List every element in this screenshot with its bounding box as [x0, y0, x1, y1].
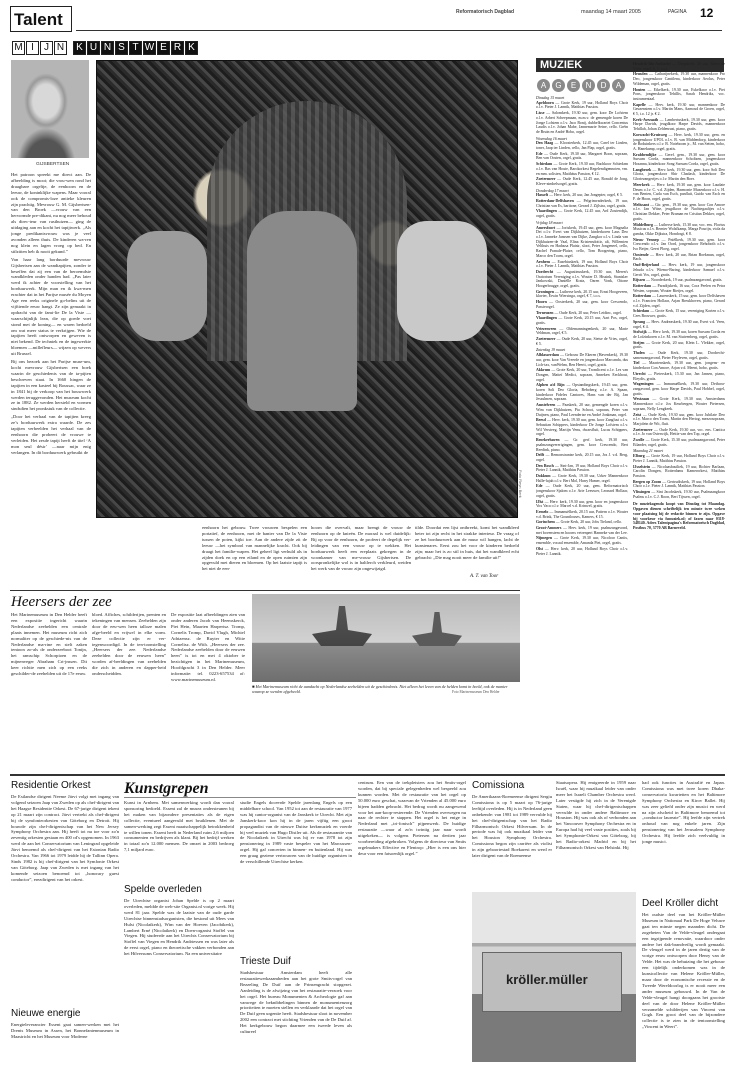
agenda-item: Rotterdam — Paradijskerk, 16 uur, Cora Peelen en Petra Westen, sopraan, Wouter Rietjes, orgel.: [633, 283, 725, 293]
tapestry-lady: [247, 211, 357, 411]
agenda-item: Bergen op Zoom — Gertrudiskerk, 19 uur, Holland Boys Choir o.l.v. Pieter J. Lannik, Matthias Passion.: [633, 479, 725, 489]
kunstgrepen-title: Kunstgrepen: [124, 780, 209, 797]
agenda-item: Delft — Remonstrantse kerk, 20.15 uur, Jos J. v.d. Berg, orgel.: [536, 453, 628, 462]
agenda-item: Oud-Beijerland — Herv. kerk, 19 uur, jongenskoor Jehuda o.l.v. Wiemo-Baring, kinderkoor Samuel o.l.v. Gerrit Vos, orgel, gratis.: [633, 263, 725, 277]
article-body: Het oudste deel van het Kröller-Müller Museum in Nationaal Park De Hoge Veluwe gaat ten minste negen maanden dicht. De zogeheten Van de Velde-vleugel ondergaat een ingrijpende renovatie, waardoor onder andere het dak-brandveilig wordt gemaakt. De vleugel werd in de jaren dertig van de vorige eeuw ontworpen door Henry van de Velde. Het was de behuizing die het gebouw een tijdelijk onderkomen was in de kunstcollectie van Helene Kröller-Müller, maar door de economische recessie en de Tweede Wereldoorlog is er nooit meer een ander museum gebouwd. In de Van de Velde-vleugel hangt doorgaans het grootste deel van de door Helene Kröller-Müller verzamelde schilderijen van Vincent van Gogh. Een groot deel van de bijzondere collectie is te zien in de tentoonstelling „Vincent in Weert”.: [642, 912, 725, 1030]
agenda-item: Kerk-Avezaath — Lambertuskerk, 19.30 uur, gem. koor Harpe Davids, jeugdkoor Harpe Davids, mannenkoor Tehillah, Johan Zeldenrust, piano, gratis.: [633, 117, 725, 132]
nieuwe-energie-body: [11, 1022, 119, 1064]
kunstgrepen-col5: [358, 780, 466, 1064]
article-body: bloed. Affiches, schilderijen, prenten en tekeningen van mensen. Zeehelden zijn door de eeu-wen heen talloze malen afge-beeld en vrijwel in elke vorm. Deze collectie zijn er ver-tegenwoordigd. In de ten-toonstelling „Heersers der zee. Nederlandse zeehelden door de eeuwen heen” worden af-beeldingen van zeehelden die zich in anderen en dapper-heid onderscheidden.: [92, 612, 166, 677]
article-body: „Door het verhaal van de tapijten kreeg ze’s borduurwerk extra waarde. De zes tapijten verbeelden het verhaal van de eenhoorn die probeert de vrouwe te verleiden. Het zesde tapijt heeft de titel ‘A mon seul désir’ —naar mijn enig verlangen. In dit borduurwerk gebruikt de: [11, 414, 91, 455]
agenda-item: Den Bosch — Sint-Jan, 19 uur, Holland Boys Choir o.l.v. Pieter J. Lannik, Matthias Passion.: [536, 463, 628, 473]
agenda-item: Arnhem — Eusebiuskerk, 19 uur, Holland Boys Choir o.l.v. Pieter J. Lannik, Matthias Passion.: [536, 259, 628, 269]
tapestry-photo: [96, 60, 518, 518]
kroller-body: [642, 912, 725, 1064]
agenda-item: Melissant — Gtr. gem., 19.30 uur, gem. koor Con Amore o.l.v. Jan Witse, jeugdkoor de Nachtegaaltjes o.l.v. Christian Dekker, Peter Braman en Cristian Dekker, orgel, gratis.: [633, 202, 725, 221]
photo-credit: Foto Reyn Berk: [518, 470, 523, 498]
agenda-item: Stolwijk — Herv. kerk, 19.30 uur, koren Sursum Corda en de Lofzinkoren o.l.v. M. van Stuivenberg, orgel, gratis.: [633, 330, 725, 339]
agenda-item: Westzaan — Grote Kerk, 19.30 uur, Amsterdams Mannenkoor o.l.v. Jos Keurbergen, Wouter Pietersen, sopraan, Nelly Lengkeek.: [633, 397, 725, 411]
agenda-item: Vlissingen — Sint Jacobskerk, 19.30 uur, Psalmzangkoor Psalms o.l.v. C.J. Roon, Bert Tijssen, orgel.: [633, 490, 725, 499]
article-body: Bij ons bezoek aan het Parijse muse-um, kocht mevrouw Gijsbertsen een boek waarin de geschiedenis van de ta-pijten beschreven staat. In 1660 hingen de tapijten in een kasteel bij Boussac, waar ze in 1841 bij de verkoop van het bouwwerk werden teruggevonden. Het museum kocht ze in 1882. Ze werden hersteld en vormen sindsdien het pronkstuk van de collectie.: [11, 359, 91, 412]
agenda-item: Ede — Oude Kerk, 19.30 uur, Margaret Boon, sopraan, Ben van Oosten, orgel, gratis.: [536, 151, 628, 161]
agenda-letter: A: [612, 79, 625, 92]
agenda-day: Dinsdag 15 maart: [536, 96, 565, 100]
page-number: 12: [700, 6, 714, 20]
ships-caption-text: Het Marinemuseum richt de aandacht op Nederlandse zeehelden uit de geschiedenis. Niet alleen het leven van de helden komt in beeld, ook de manier waarop ze werden afgebeeld.: [252, 684, 508, 695]
spelde-title: Spelde overleden: [124, 884, 202, 895]
title-letter: W: [144, 42, 155, 53]
agenda-item: Akkrum — Grote Kerk, 20 uur, Tromlicent o.l.v. Les van Dongen, Matteï Medici, sopraan, Anneken Eeckhout, orgel.: [536, 368, 628, 382]
kunstgrepen-col1: [124, 800, 234, 882]
article-body: centrum. Een van de trekpleisters zou het Smits-orgel worden, dat bij speciale gelegenheden wel bespeeld zou kunnen worden. Met de restauratie van het orgel op 50.000 euro geschat, waarvan de Vrienden al 45.000 euro bijeen hadden gebracht. Het bedrag wordt nu aangewend voor het aan-koop-resterende. De Vrienden overwegen nu naar de rechter te stappen. Het orgel is het enige in Nederland met „tri-fonisch” pijpenwerk. De huidige restauratie —waar al zo'n twintig jaar naar wordt uitgekeken— is volgens Pietersen na dertien jaar voorbereiding afgebroken. Volgens de directeur van Smits orgelmakers Effective en Flentrop: „Hier is een ons hier deur voor een fatsoenlijk orgel.”: [358, 780, 466, 856]
ship-shape: [312, 606, 372, 646]
agenda-item: Terneuzen — Oude Kerk, 20 uur, Peter Leidinc, orgel.: [536, 310, 622, 315]
agenda-letter: A: [537, 79, 550, 92]
bottom-rule: [10, 774, 725, 776]
article-signature: A. T. van Toor: [470, 574, 499, 579]
talent-logo-box: [10, 6, 72, 32]
kunstwerk-article-col5: [415, 525, 519, 575]
kunstwerk-article-col3: [202, 525, 307, 580]
agenda-item: Apeldoorn — Grote Kerk, 19 uur, Holland Boys Choir o.l.v. Pieter J. Lannik, Matthias Passion.: [536, 100, 628, 110]
page-date: maandag 14 maart 2005: [581, 9, 641, 15]
kroller-muller-photo: [472, 892, 636, 1062]
agenda-item: Zoetermeer — Oude Kerk, 19.30 uur, voc. ens. Cantica o.l.v. Jo van Osterwijk, Hettie van den Top, orgel.: [633, 427, 725, 437]
agenda-item: Hoorn — Oosterkerk, 20 uur, gem. koor Crescendo, Passieorgel.: [536, 300, 628, 309]
agenda-item: Alblasserdam — Gebouw De Ekeren (Havenkerk), 19.30 uur, gem. koor Van Vreerde en jongenskoor Marcanda, dus Lich-tax, vanWehm, Ben Heertt, orgel, gratis.: [536, 353, 628, 367]
agenda-item: Heusden — Catharijnekerk, 19.30 uur, mannenkoor Pro Deo, jongenskoor Cantilena, kinderkoor Aeolus, Peter Wildeman, orgel, gratis.: [633, 72, 725, 86]
kroller-sign: kröller.müller: [506, 972, 588, 987]
kroller-title: Deel Kröller dicht: [642, 898, 719, 909]
portrait-caption: GIJSBERTSEN: [36, 162, 70, 167]
agenda-item: Middelburg — Lutherse kerk, 15.30 uur, voc. ens. Flortus Musicus o.l.v. Bernier Wolsfkamp, Marga Pourijn, viola da gamba, Okke Dijkstra, Hondorgi, € 8.: [633, 222, 725, 236]
agenda-header: MUZIEK: [540, 59, 583, 71]
header-rule: [76, 30, 722, 31]
article-body: eenhoorn het gebouw. Twee vrouwen bespelen een portatief, de eenhoorn, met de banier van De la Viste tussen de poten, kijkt toe. Aan de andere zijde zit de leeuw —het symbool van mannelijke kracht. Ook bij draagt het familie-wapen. Het geheel ligt verhuld als in zijden doek en op een eiland en de open ruimten zijn opgevuld met dieren en bloemen. Op het laatste tapijt is het niet de een-: [202, 525, 307, 572]
paper-name: Reformatorisch Dagblad: [456, 9, 515, 15]
agenda-item: Rotterdam — Laurenskerk, 15 uur, gem. koor Delfshaven o.l.v. Francien Hollaar, Arjan Breukhoven, piano, Gerard v.d. Zijden, orgel.: [633, 294, 725, 308]
agenda-day: Vrijdag 18 maart: [536, 220, 563, 225]
agenda-item: Lisse — Salomkerk, 19.30 uur, gem. koor De Lofstem o.l.v. Arbert Scheepmaan, m.m.v. de gemengde koren De Jonge Lofstem o.l.v. Jaco Bonij, dubbelkwartet Concentus Laudis o.l.v. Johan Mabe, Jannemarie Seine, cello. Grétn de Bruin en André Hobo, orgel.: [536, 111, 628, 134]
agenda-item: Kapelle — Herv. kerk, 19.30 uur, mannenkoor De Geuzenstem o.l.v. Martin Mans, Aarnoud de Groen, orgel, € 5, t.o. 12 jr. € 2.: [633, 102, 725, 117]
section-rule: [10, 590, 520, 591]
agenda-day: Maandag 21 maart: [633, 449, 664, 454]
article-body: tilde. Doordat een lijst ontbreekt, komt het wandkleed beter tot zijn recht in het strakke interieur. De vraag of ze het borduurwerk aan de muur wil hangen, lacht de kunstenares. Eerst zou het voor de kinderen bedoeld zijn; maar het is zo stil in huis, dat het wandkleed echt gebracht: „Die mag nooit meer de familie uit!”: [415, 525, 519, 560]
agenda-item: Vlaardingen — Grote Kerk, 12.45 uur, Ard Zoutendijk, orgel, gratis.: [536, 209, 628, 219]
article-body: Stadsbestuur Amsterdam heeft alle restauratiewerkzaamheden aan het grote Smits-orgel van Bezzeling De Duif aan de Prinsengracht stopgezet. Aanleiding is de afwijzing van het restauratie-verzoek voor het orgel. Het bureau Monumenten & Archeologie gaf aan vanwege de beknibbelingen binnen de monumentenzorg prioriteiten te moeten stellen en verklaarde dat het orgel van De Duif geen urgentie heeft. Stadsbestuur sloot in november 2002 een contract met stichting Vrienden van de De Duif af. Het kerkgebouw begon daarmee een tweede leven als cultureel: [240, 970, 352, 1035]
agenda-item: Zoetermeer — Oude Kerk, 20 uur, Sietse de Vries, orgel, € 5.: [536, 337, 628, 346]
heersers-col3: [171, 612, 245, 682]
agenda-item: Rotterdam-Delfshaven — Pelgrimvaderkerk, 19 uur, Christian van Es, baritone, Gerard J. Zijlstra, orgel, gratis.: [536, 199, 628, 208]
agenda-item: Dordrecht — Augustinuskerk, 19.30 uur, Meren's Oratorium Vereniging o.l.v. Wouter D. Hissink, Stanislav Jankowski, Daniëlle Kratz, Oaren Vonk, Ottone Hoogerbrugge, orgel, gratis.: [536, 269, 628, 289]
heersers-col2: [92, 612, 166, 682]
heersers-col1: [11, 612, 87, 682]
residentie-title: Residentie Orkest: [11, 780, 91, 791]
agenda-letter: D: [597, 79, 610, 92]
article-body: De Estlandse dirigent Neeme Järvi volgt met ingang van volgend seizoen Jaap van Zweden op als chef-dirigent van het Haagse Residentie Orkest. De 67-jarige dirigent tekent op 21 maart zijn contract. Järvi vertrekt als chef-dirigent bij de symfonieorkesten van Göteborg en Detroit. Hij bouwde zijn chef-dirigentschap van het New Jersey Symphony Orchestra aan. Hij heeft tot nu toe voor zo'n zeventig orkesten gestaan en 400 cd's opgenomen. In 1963 werd de aan het Conservatorium van Leningrad opgeleide Järvi benoemd als chef-dirigent van het Estonian Radio Orchestra. Van 1966 tot 1979 leidde hij de Tallinn Opera. Sinds 1982 is hij chef-dirigent van het Symfonie Orkest van Göteborg. Jaap van Zweden is met ingang van het komende seizoen benoemd tot „honorary guest conductor”, erezdirigent van het orkest.: [11, 794, 119, 882]
kunstwerk-article-col1: [11, 172, 91, 572]
agenda-subtitle: [537, 75, 627, 93]
agenda-day: Woensdag 16 maart: [536, 136, 567, 141]
agenda-item: Hendrik-Ido-Ambacht — Dorpskerk, 20 uur, Sietse de Vries, orgel, €, 5, t.o.s.: [633, 62, 725, 71]
trieste-duif-body: [240, 970, 352, 1064]
spelde-body: [124, 898, 234, 1064]
agenda-item: Zeist — Oude Kerk, 19.30 uur, gem. koor Jubilate Deo o.l.v. Marco den Toom, Martin den Hertog, mezzosopraan, Marjolein de Wit, fluit.: [633, 412, 725, 426]
agenda-item: Schiedam — Grote Kerk, 19.30 uur, Bachkoor Schiedam o.l.v. Bas van Houte, Barokorkest Regelendigennoten, vm. en mm. solisten, Matthäus Passion, € 12.: [536, 162, 628, 176]
agenda-item: Tiel — Maartenskerk, 19.30 uur, gem. jongens- en kinderkoor Con Amore, Arjan v.d. Meent, hobo, gratis.: [633, 361, 725, 371]
title-letter: J: [40, 41, 53, 55]
agenda-item: Meerkerk — Herv. kerk, 19.30 uur, gem. koor Laudate Deum o.l.v. C. v.d. Zijden, Harmonie Muzenkoor o.l.v. H. van Benten, Carla van Esch, panfluit, Guido van Esch en F. de Hoon, orgel, gratis.: [633, 182, 725, 201]
agenda-item: Gorinchem — Grote Kerk, 20 uur, Jobs Tieland, cello.: [536, 520, 623, 525]
article-body: had ook functies in Australië en Japan. Comissiona was met twee koren Dhaka-conservatoria kwartetten en het Baltimore Symphony Orchestra en Kirov Ballet. Hij was zeer geliefd onder zijn musici en werd na zijn afscheid in Baltimore benoemd tot „conductor laureate”. Hij leefde zijn vertrek onhoud van nog enkele jaren. Zijn pensionering van het Jerusalem Symphony Orchestra. Hij leefde zich veelvuldig in jonge musici.: [642, 780, 725, 845]
agenda-item: Hasselt — Herv. kerk, 20 uur, Jan Jongepier, orgel, € 5.: [536, 193, 623, 198]
agenda-item: Nijmegen — Grote Kerk, 19.30 uur, Nicoloor Cantis, ensemble, vocaal ensemble, Amanda Piet, orgel, gratis.: [536, 536, 628, 546]
agenda-item: Zwolle — Grote Kerk, 15.30 uur, psalmzangavond, Peter Eilander, orgel, gratis.: [633, 438, 725, 447]
kunstwerk-article-col2: [98, 525, 198, 580]
ships-painting: [252, 594, 520, 682]
article-lead: Het patroon spreekt me direct aan. De afbeelding is mooi; die vrou-wen rond het draagbare orgeltje, de eenhoorn en de leeuw, de koninklijke wapens. Maar vooral ook de compromis-loze antieke kleuren zijn prachtig. Mevrouw G. M. Gijsbertsen-van den Broek —vrouw van een hervormde pre-dikant, nu nog meer behoud als direc-teur van rusthuizen— ging de uitdaging aan en kocht het tapijtwerk. „Als jonge predikantsvrouw was je veel avonden alleen thuis. De kinderen wa-ren nog klein en lagen vroeg op bed. En stilzitten heb ik nooit gekund.”: [11, 172, 91, 254]
agenda-item: Amersfoort — Joriskerk, 19.45 uur, gem. koor Magnalia Dei o.l.v. Evert van Dijkhuizen, kinderkoren Laus Deo o.l.v. Janneke Janssen van Dijke, Zangkor o.l.v. Linda van Dijkhuizen-de Vaal, Elina Kristensdottir, alt, Willemien Velthuis en Hadassa Plaisir, sloot, Peter Jongeneel, cello, Rachel Pranale-Plaize, cello, Tom Boogering, piano, Marco den Toom, orgel.: [536, 225, 628, 258]
article-body: studie Engels doceerde Spelde jarenlang Engels op een middelbare school. Van 1952 tot aan de restauratie van 1977 was hij cantor-organist van de Janskerk te Utrecht. Met zijn Janskerk-koor kon hij in de jaren vijftig een groot propagandist van de nieuwe Duitse kerkmuziek en voerde hij veel muziek van Hugo Distler uit. Als de restaurantie van de Nicolaikerk in Utrecht was hij er van 1978 tot zijn pensionering in 1989 vaste bespeler van het Marcussen-orgel. Hij gaf concerten in binnen- en buitenland. Hij was een graag geziene vertrouwen van de huidige organisten in de verschillende Utrechtse kerken.: [240, 800, 352, 865]
agenda-item: Nieuw Vennep — Pniëlkerk, 19.30 uur, gem. koor Crescendo o.l.v. Jan Oord, jongenskoor Rehoboth o.l.v. Ivo Beijer, Geert Ploeg, orgel.: [633, 237, 725, 252]
nieuwe-energie-title: Nieuwe energie: [11, 1008, 81, 1019]
article-body: Staatsopera. Hij emigreerde in 1959 naar Israël, waar hij muzikaal leider van onder meer het Israeli Chamber Orchestra werd. Later vestigde hij zich in de Verenigde Staten, waar hij chef-dirigentschappen vervulde in onder andere Baltimore en Houston. Hij was ook als of verbonden aan het Vancouver Symphony Orchestra en in Europa had hij veel vaste posities, zoals bij het Symphonie-Orkest van Göteborg, bij het Radio-orkest Madrid en bij het Filharmonisch Orkest van Helsinki. Hij: [556, 780, 636, 850]
title-letter: I: [26, 41, 39, 55]
mijn-kunstwerk-title: [12, 37, 292, 55]
title-letter: T: [129, 41, 142, 55]
article-body: hoorn die overvalt, maar brengt de vrouw de eenhoorn op de knieën. De moraal is wel duidelijk: Bij op voor de eenhoorn, de profeert de degelijk ver-leidingen van een vrouw op te wekken. Het borduurwerk heeft een ereplaats gekregen in de woonkamer van me-vrouw Gijsbertsen. De oorspronkelijke wol is in haltlerch verkleurd, weiden het werk van de vrouw zijn ongewijzigd.: [311, 525, 411, 572]
agenda-item: Tholen — Oude Kerk, 19.30 uur, Dordrecht-samenzangavond, Pieter Fleyleven, orgel, gratis.: [633, 351, 725, 360]
agenda-item: Utrecht — Pieterskerk, 15.30 uur, Jan Jansen, piano, Eleydis, gratis.: [633, 371, 725, 381]
title-letter: E: [157, 41, 170, 55]
agenda-item: Wageningen — Immanuëlkerk, 19.30 uur, Dethora-zangavond, gem. koor Harpe Davids, Paul Hobbel, orgel, gratis.: [633, 382, 725, 396]
agenda-item: Houten — Eikelkerk, 19.30 uur, Eskelkoor o.l.v. Piet Pons, jongenskoor Tehillis, Sarah Hendriks, voc. instrumentaal.: [633, 87, 725, 101]
agenda-col2: [633, 62, 725, 752]
title-letter: K: [73, 41, 86, 55]
agenda-item: Krabbendijke — Geref. gem., 19.30 uur, gem. koor Sursum Corda, mannenkoor Scholtzen, jongenskoor Hosanna, kinderkoor Song Sursum Corda, orgel, gratis.: [633, 152, 725, 167]
comissiona-col3: [642, 780, 725, 894]
article-body: Kunst in Arnhem. Met samenwerking wordt dan vooral sponsoring bedoeld. Essent zal de musea ondersteunen bij het maken van bijzondere presentaties als de eigen collectie, eventueel aangevuld met bruiklenen. Met de samen-werking zegt Essent maatschappelijk betrokkenheid te willen tonen. Essent heeft in Nederland ruim 2,6 miljoen consumenten en bedrijven als klant. Bij het bedrijf werken in totaal zo'n 12.000 mensen. De omzet in 2003 bedroeg 7,1 miljard euro.: [124, 800, 234, 853]
agenda-note: De muziekagenda koopt van Dinsdag tot Maandag. Opgaven dienen schriftelijk ten minste twee weken voor plaatsing bij de redactie binnen te zijn. Opgave bij voorkeur via fsmuziek.nl; of faxen naar 0318-548140. Adres Talentpagina's Reformatorisch Dagblad, Postbus 70, 3770 AB Barneveld.: [633, 502, 725, 530]
agenda-item: Elburg — Grote Kerk, 19 uur, Holland Boys Choir o.l.v. Pieter J. Lannik, Matthias Passion.: [633, 454, 725, 463]
article-body: Het Marinemuseum in Den Helder heeft een expositie ingericht waarin Nederlandse zeehelden een centrale plaats innemen. Het museum richt zich normaliter op de geschiede-nis van de Nederlandse ma-rine en stelt zaken tentoon zo-als de onderzeeboot Tonijn, het ramschip Schorpioen en de mijnenveger Abraham Cri-jnssen. Dit keer richtte men zich op een reeks geschilder-de zeehelden uit de 17e eeuw.: [11, 612, 87, 677]
residentie-body: [11, 794, 119, 1004]
agenda-item: Koewacht-Kruisweg — Herv. kerk, 19.30 uur, gem. en jongenskoor UPOL o.l.v. B. van Middendorp, kinderkoor de Boduinkers o.l.v. B. Noteboom jr., M. van Setten, hobo, A. Hanekamp, orgel, gratis.: [633, 132, 725, 151]
title-letter: N: [101, 41, 114, 55]
title-letter: R: [171, 41, 184, 55]
agenda-item: Zoetermeer — Oude Kerk, 12.45 uur, Ronald de Jong, Kleve-zimbelsorgel, gratis.: [536, 177, 628, 186]
agenda-col1: [536, 94, 628, 756]
trieste-duif-title: Trieste Duif: [240, 956, 291, 967]
caption-icon: ■: [252, 684, 256, 689]
title-letter: S: [115, 41, 128, 55]
tapestry-unicorn: [397, 221, 487, 341]
title-letter: U: [87, 41, 100, 55]
portrait-photo: [11, 60, 89, 158]
agenda-day: Donderdag 17 maart: [536, 188, 569, 193]
page-label: PAGINA: [668, 9, 687, 15]
agenda-letter: G: [552, 79, 565, 92]
agenda-letter: N: [582, 79, 595, 92]
agenda-item: Beesd — Herv. kerk, 19.30 uur, gem. koor Zanglust o.l.v. Sebastian Schippers, kinderkoor De Jonge Lofstem o.l.v. Wil Versteeg, Martijn Venu, dwarsfluit, Lucas Schippers, orgel.: [536, 418, 628, 437]
heersers-title: Heersers der zee: [11, 594, 112, 610]
agenda-item: Broekerhaven — Gr. gerf. kerk, 19.30 uur, psalmzangvererigingen, gem. koor Crescendo, Bert Reedink, piano.: [536, 438, 628, 452]
agenda-item: Ermelo — Immanuëlkerk, 20.15 uur, Pattern o.l.v. Wouter v.d. Brink, The Gountlouses, Kamers, € 15.: [536, 509, 628, 519]
comissiona-col2: [556, 780, 636, 886]
title-letter: N: [54, 41, 67, 55]
article-body: De Amerikaans-Roemeense dirigent Sergiu Comissiona is op 5 maart op 76-jarige leeftijd overleden. Hij is in Nederland geen onbekende: van 1981 tot 1989 vervulde hij het chef-dirigentschap van het Radio Filharmonisch Orkest Hilversum. In de periode was hij ook muzikaal leider van het Houston Symphony Orchestra. Comissiona begon zijn carrière als violist in zijn geboortestad Boekarest en werd er later dirigent van de Roemeense: [472, 794, 552, 859]
comissiona-col1: [472, 794, 552, 886]
kunstgrepen-col3: [240, 800, 352, 954]
kunstgrepen-title-box: [124, 780, 356, 798]
article-body: De expositie laat afbeeldingen zien van onder anderen Jacob van Heemskerck, Piet Hein, Maarten Harpertsz. Tromp, Cornelis Tromp, David Vlugh, Michiel Adriaensz. de Ruyter en Witte Cornelisz. de With. „Heersers der zee. Nederlandse zeehelden door de eeuwen heen” is tot en met 4 oktober te bezichtigen in het Marinemuseum, Hoofdgracht 3 in Den Helder. Meer informatie: tel. 0223-657534 of: www.marinemuseum.nl.: [171, 612, 245, 682]
agenda-item: IJlst — Herv. kerk, 19.30 uur, gem. koor en jongenskoor Vox Vaca o.l.v. Marcel v.d. Krinwel, gratis.: [536, 499, 628, 509]
agenda-item: Rijssen — Noorderkerk, 19 uur, psalmzangavond, gratis.: [633, 278, 723, 283]
agenda-item: IJsselstein — Nicolaasbasiliek, 19 uur, Richter Barlaan, Carolin Dongen, Rotterdams Kamerorkest, Matthias Passion.: [633, 464, 725, 478]
article-body: De Utrechtse organist Johan Spelde is op 2 maart overleden, meldde de web-site Organist.nl vorige week. Hij werd 81 jaar. Spelde was de laatste van de oude garde Utrechtse binnenstadsorganisten, die bestond uit Mees van Hulst (Nicolaikerk), Wim van der Hoeven (Jacobikerk), Lambert Erné (Nicolaikerk) en Doen-organist Stoffel van Viegen. Hij studeerde aan het Utrechts Conservatorium bij Stoffel van Viegen en Hendrik Andriessen en was later als de eerst orgel, piano en theoretische vakken verbonden aan het Hilversums Conservatorium. Na een universitaire: [124, 898, 234, 957]
agenda-item: Schiedam — Grote Kerk, 15 uur, vereniging Korten o.l.v. Cees Brouwer, gratis.: [633, 309, 725, 319]
agenda-item: Vlaardingen — Grote Kerk, 20.15 uur, Aart Pos, orgel, gratis.: [536, 316, 628, 325]
title-letter: K: [185, 41, 198, 55]
agenda-item: Amstelveen — Paaskerk, 20 uur, gemengde koren o.l.v. Wim van Dijkhuizen, Pia Schoot, sopraan, Peter van Duijnen, piano, Paul Leendertse en André Jonkman, orgel.: [536, 403, 628, 417]
article-body: Energieleverancier Essent gaat samen-werken met het Drents Museum in Assen, het Bonnefantenmuseum in Maastricht en het Museum voor Moderne: [11, 1022, 119, 1039]
agenda-item: Vriezenveen — Oldemanningenkerk, 20 uur, Marie Veldman, orgel, € 5.: [536, 326, 628, 336]
agenda-item: Dokkum — Grote Kerk, 19.30 uur, Urker Mannenkoor Halle-lujah o.l.v. Bert Mol, Harry Hamer, orgel.: [536, 474, 628, 483]
agenda-item: Alphen a/d Rijn — Opstandingskerk, 19.45 uur, gem. koren Soli Deo Gloria, Beboberg o.l.v. A. Spaan, kinderkoor Fideles Cantores, Hans van der Bij, Jan Jessulmen, sopraan.: [536, 383, 628, 402]
agenda-item: Olst — Herv. kerk, 20 uur, Holland Boys Choir o.l.v. Pieter J. Lannik.: [536, 546, 628, 556]
agenda-item: Den Haag — Kloosterkerk, 12.45 uur, Carel ter Linden, toner, Jaap ter Linden, cello, Jan Flap, orgel, gratis.: [536, 141, 628, 151]
agenda-item: Ede — Oude Kerk, 20 uur, gem. Reformatorisch jongenskoor Sjalom o.l.v. Arie Leeuwer, Leonard Hollaar, orgel, gratis.: [536, 484, 628, 498]
kunstwerk-article-col4: [311, 525, 411, 580]
agenda-item: Groot-Ammers — Herv. kerk, 19 uur, psalmzangavond, met bovenstem en hoorns vetrenpert Hanneke van der Lee.: [536, 526, 628, 535]
comissiona-title: Comissiona: [472, 780, 525, 791]
agenda-item: Strijen — Grote Kerk, 20 uur, Klein L. Vlekker, orgel, gratis.: [633, 340, 725, 350]
ship-shape: [412, 612, 462, 646]
agenda-item: Oostende — Herv. kerk, 20 uur, Brian Boekman, orgel, Bach.: [633, 252, 725, 262]
ships-caption-credit: Foto Marinemuseum Den Helder: [452, 690, 500, 694]
section-title: Talent: [14, 10, 63, 29]
agenda-letter: E: [567, 79, 580, 92]
agenda-item: Groningen — Lutherse kerk, 20.15 uur, Ernst Hoogeveen, klavier, Erwin Wiersinga, orgel, € 7, t.o.s.: [536, 289, 628, 299]
agenda-item: Sprang — Herv. Andreaskerk, 19.30 uur, Evert v.d. Veen, orgel, € 4.: [633, 319, 725, 329]
agenda-item: Langbroek — Herv. kerk, 19.30 uur, gem. koor Soli Deo Gloria, jongenskoor Shir Chadash, kinderkoor De Gloriezangertjes o.l.v. Martin den Boer.: [633, 167, 725, 182]
agenda-day: Zaterdag 19 maart: [536, 348, 566, 353]
tapestry-lion: [127, 231, 207, 341]
article-body: Van haar lang borduurde mevrouw Gijsbertsen aan de wandtapijten, zonder te beseffen dat zij een van de beroemdste wandkleden onder handen had. „Pas later werd ik achter de voorstelling van het borduurwerk. Mijn man en ik kwa-men erachter dat in het Parijse musée du Moyen Age een reeks originele go-belins uit de vijftiende eeuw hangt. Ze zijn gemaakt in opdracht van de fami-lie De la Viste —waarschijnlijk lean, die op goede voet stond met de koning— en waren bedoeld om wat meer status te verkrijgen. Wie de tapijten heeft ontworpen en geweven is niet bekend. De techniek en de ingewerkte bloemen —millefleurs— wijzen op wevers uit Brussel.: [11, 256, 91, 357]
title-letter: M: [12, 41, 25, 55]
